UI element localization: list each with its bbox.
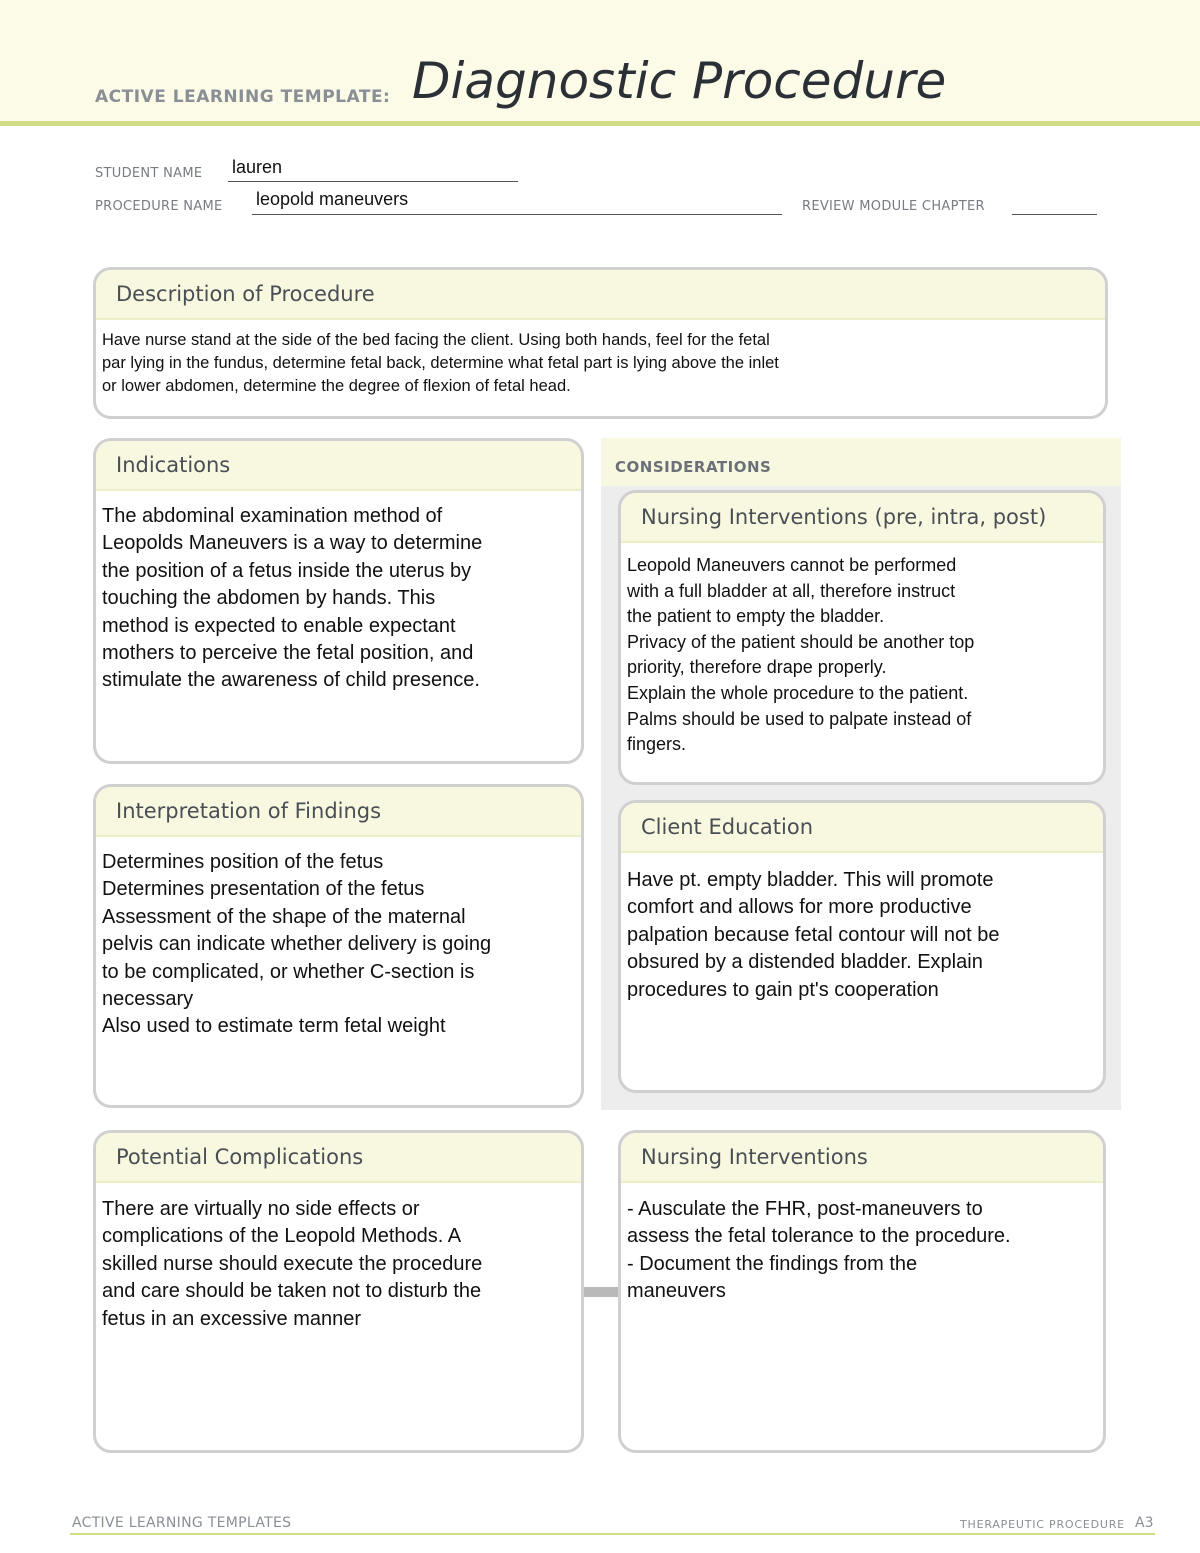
description-heading: Description of Procedure	[96, 270, 1105, 320]
nursing-interventions-pip-text[interactable]: Leopold Maneuvers cannot be performed with a full bladder at all, therefore instruct the patient to empty the bladder. Privacy of the patient should be another top priority, therefore drape properly. Explain the whole procedure to the patient. Palms should be used to palpate instead of fingers.	[627, 555, 975, 755]
footer-right-label: THERAPEUTIC PROCEDURE	[960, 1518, 1125, 1531]
nursing-interventions-pip-box	[618, 490, 1106, 785]
student-name-label: STUDENT NAME	[95, 166, 203, 181]
header-rule	[0, 121, 1200, 126]
interpretation-box	[93, 784, 584, 1108]
indications-box	[93, 438, 584, 764]
procedure-name-label: PROCEDURE NAME	[95, 199, 223, 214]
complications-box	[93, 1130, 584, 1453]
nursing-interventions-pip-heading: Nursing Interventions (pre, intra, post)	[621, 493, 1103, 543]
procedure-name-field[interactable]: leopold maneuvers	[256, 189, 409, 209]
client-education-text[interactable]: Have pt. empty bladder. This will promote comfort and allows for more productive palpation because fetal contour will not be obsured by a distended bladder. Explain procedures to gain pt's cooperation	[627, 869, 1000, 1001]
footer-rule	[70, 1533, 1155, 1535]
page-title: Diagnostic Procedure	[412, 52, 947, 110]
description-text[interactable]: Have nurse stand at the side of the bed facing the client. Using both hands, feel for the fetal par lying in the fundus, determine fetal back, determine what fetal part is lying above the inlet or lower abdomen, determine the degree of flexion of fetal head.	[102, 331, 779, 395]
procedure-name-line	[252, 214, 782, 215]
client-education-box	[618, 800, 1106, 1093]
student-name-line	[228, 181, 518, 182]
complications-heading: Potential Complications	[96, 1133, 581, 1183]
review-module-label: REVIEW MODULE CHAPTER	[802, 199, 985, 214]
page-number: A3	[1135, 1515, 1154, 1531]
nursing-interventions-text[interactable]: - Ausculate the FHR, post-maneuvers to assess the fetal tolerance to the procedure. - Document the findings from the maneuvers	[627, 1198, 1011, 1303]
considerations-label: CONSIDERATIONS	[615, 458, 772, 476]
indications-heading: Indications	[96, 441, 581, 491]
nursing-interventions-box	[618, 1130, 1106, 1453]
complications-text[interactable]: There are virtually no side effects or complications of the Leopold Methods. A skilled nurse should execute the procedure and care should be taken not to disturb the fetus in an excessive manner	[102, 1198, 483, 1330]
nursing-interventions-heading: Nursing Interventions	[621, 1133, 1103, 1183]
review-module-field[interactable]	[1012, 214, 1097, 215]
description-box	[93, 267, 1108, 419]
client-education-heading: Client Education	[621, 803, 1103, 853]
template-label: ACTIVE LEARNING TEMPLATE:	[95, 87, 391, 107]
interpretation-text[interactable]: Determines position of the fetus Determines presentation of the fetus Assessment of the shape of the maternal pelvis can indicate whether delivery is going to be complicated, or whether C-section is necessary Also used to estimate term fetal weight	[102, 851, 492, 1038]
student-name-field[interactable]: lauren	[232, 157, 283, 177]
interpretation-heading: Interpretation of Findings	[96, 787, 581, 837]
footer-left-label: ACTIVE LEARNING TEMPLATES	[72, 1515, 292, 1531]
indications-text[interactable]: The abdominal examination method of Leopolds Maneuvers is a way to determine the position of a fetus inside the uterus by touching the abdomen by hands. This method is expected to enable expectant mothers to perceive the fetal position, and stimulate the awareness of child presence.	[102, 505, 483, 692]
box-connector	[583, 1287, 621, 1297]
